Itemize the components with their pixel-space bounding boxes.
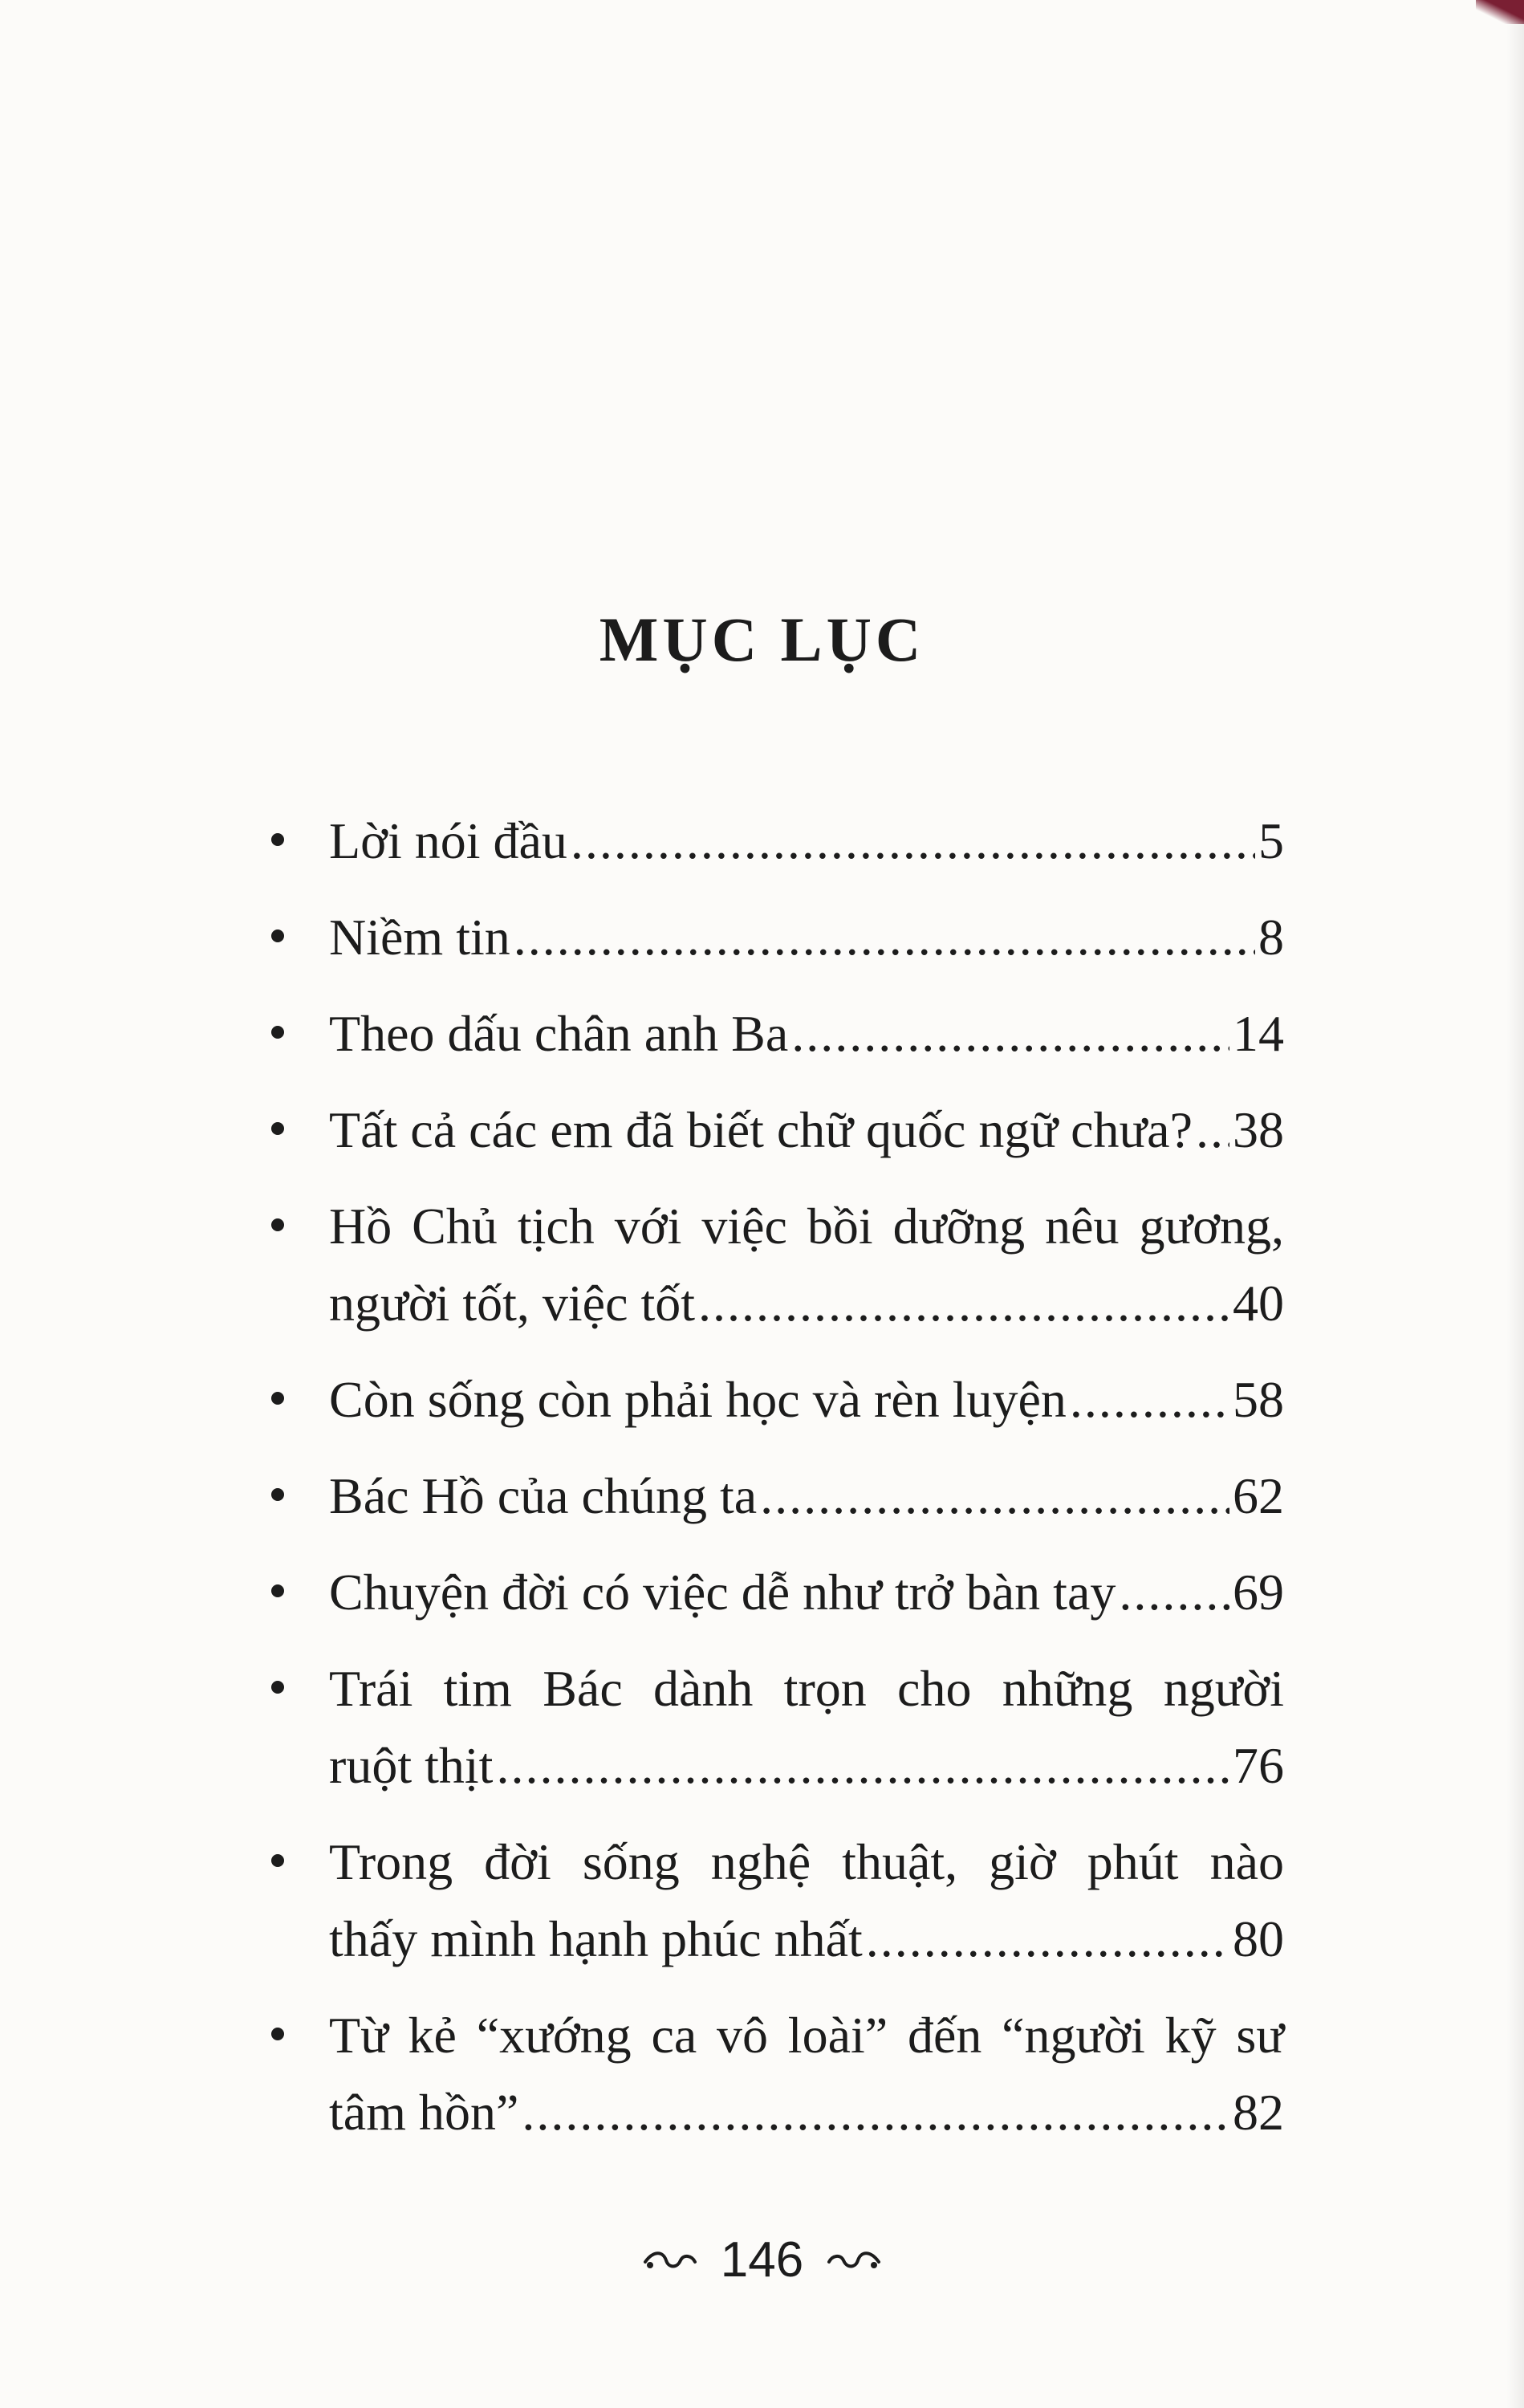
toc-entry-line bbox=[329, 1554, 1284, 1631]
toc-entry-text: thấy mình hạnh phúc nhất bbox=[329, 1910, 863, 1967]
page-footer bbox=[0, 2231, 1524, 2288]
dot-leader bbox=[791, 995, 1229, 1072]
toc-page-ref: 82 bbox=[1233, 2084, 1284, 2141]
toc-entry bbox=[265, 1997, 1284, 2151]
dot-leader bbox=[1119, 1554, 1229, 1631]
toc-entry-text: Còn sống còn phải học và rèn luyện bbox=[329, 1371, 1067, 1428]
toc-entry-text: Niềm tin bbox=[329, 909, 510, 966]
toc-entry bbox=[265, 1361, 1284, 1438]
bullet-icon bbox=[271, 1681, 284, 1694]
corner-mark bbox=[1476, 0, 1524, 24]
toc-entry bbox=[265, 1824, 1284, 1978]
dot-leader bbox=[760, 1458, 1229, 1535]
dot-leader bbox=[571, 803, 1255, 880]
dot-leader bbox=[496, 1727, 1229, 1804]
bullet-icon bbox=[271, 1122, 284, 1135]
toc-page-ref: 14 bbox=[1233, 1005, 1284, 1062]
toc-page-ref: 58 bbox=[1233, 1371, 1284, 1428]
page-edge-shadow bbox=[1506, 0, 1524, 2408]
toc-entry-text: Từ kẻ “xướng ca vô loài” đến “người kỹ sư bbox=[329, 2007, 1284, 2064]
bullet-icon bbox=[271, 833, 284, 846]
toc-entry-text: Chuyện đời có việc dễ như trở bàn tay bbox=[329, 1564, 1116, 1621]
toc-page-ref: 69 bbox=[1233, 1564, 1284, 1621]
toc-entry bbox=[265, 1188, 1284, 1342]
bullet-icon bbox=[271, 929, 284, 942]
toc-entry-line bbox=[329, 995, 1284, 1072]
toc-entry-line bbox=[329, 1265, 1284, 1342]
toc-entry-text: Bác Hồ của chúng ta bbox=[329, 1467, 758, 1524]
page-number: 146 bbox=[720, 2232, 804, 2288]
toc-entry-text: Hồ Chủ tịch với việc bồi dưỡng nêu gương, bbox=[329, 1198, 1284, 1255]
toc-entry-line bbox=[329, 1727, 1284, 1804]
toc-entry-text: Trong đời sống nghệ thuật, giờ phút nào bbox=[329, 1833, 1284, 1890]
toc-page-ref: 80 bbox=[1233, 1910, 1284, 1967]
toc-entry-line bbox=[329, 1901, 1284, 1978]
bullet-icon bbox=[271, 1488, 284, 1501]
dot-leader bbox=[1070, 1361, 1229, 1438]
toc-entry bbox=[265, 803, 1284, 880]
dot-leader bbox=[866, 1901, 1229, 1978]
toc-entry-line bbox=[329, 803, 1284, 880]
bullet-icon bbox=[271, 1392, 284, 1405]
toc-page-ref: 5 bbox=[1258, 812, 1284, 869]
toc-entry-line bbox=[329, 899, 1284, 976]
toc-page-ref: 62 bbox=[1233, 1467, 1284, 1524]
bullet-icon bbox=[271, 1026, 284, 1039]
toc-entry-line bbox=[329, 1092, 1284, 1169]
page-title: MỤC LỤC bbox=[599, 604, 925, 675]
toc-entry-text: Lời nói đầu bbox=[329, 812, 567, 869]
toc-entry-text: tâm hồn” bbox=[329, 2084, 519, 2141]
toc-entry-line bbox=[329, 1361, 1284, 1438]
bullet-icon bbox=[271, 1218, 284, 1231]
bullet-icon bbox=[271, 2028, 284, 2040]
toc-entry-line bbox=[329, 2074, 1284, 2151]
toc-entry bbox=[265, 1554, 1284, 1631]
dot-leader bbox=[698, 1265, 1229, 1342]
swirl-ornament-icon bbox=[826, 2244, 882, 2276]
bullet-icon bbox=[271, 1584, 284, 1597]
dot-leader bbox=[514, 899, 1255, 976]
toc-entry bbox=[265, 1092, 1284, 1169]
toc-entry bbox=[265, 1650, 1284, 1804]
toc-entry bbox=[265, 995, 1284, 1072]
toc-entry bbox=[265, 899, 1284, 976]
toc-entry-text: Theo dấu chân anh Ba bbox=[329, 1005, 789, 1062]
toc-entry-text: ruột thịt bbox=[329, 1737, 494, 1794]
toc-page-ref: 38 bbox=[1233, 1101, 1284, 1158]
toc-entry-text: Tất cả các em đã biết chữ quốc ngữ chưa? bbox=[329, 1101, 1193, 1158]
toc-entry bbox=[265, 1458, 1284, 1535]
toc-entry-line bbox=[329, 1458, 1284, 1535]
dot-leader bbox=[1196, 1092, 1229, 1169]
swirl-ornament-icon bbox=[642, 2244, 698, 2276]
toc-page-ref: 8 bbox=[1258, 909, 1284, 966]
toc-entry-text: người tốt, việc tốt bbox=[329, 1275, 696, 1332]
dot-leader bbox=[522, 2074, 1229, 2151]
table-of-contents bbox=[265, 803, 1284, 2170]
toc-page-ref: 76 bbox=[1233, 1737, 1284, 1794]
toc-page-ref: 40 bbox=[1233, 1275, 1284, 1332]
toc-entry-text: Trái tim Bác dành trọn cho những người bbox=[329, 1660, 1284, 1717]
bullet-icon bbox=[271, 1854, 284, 1867]
